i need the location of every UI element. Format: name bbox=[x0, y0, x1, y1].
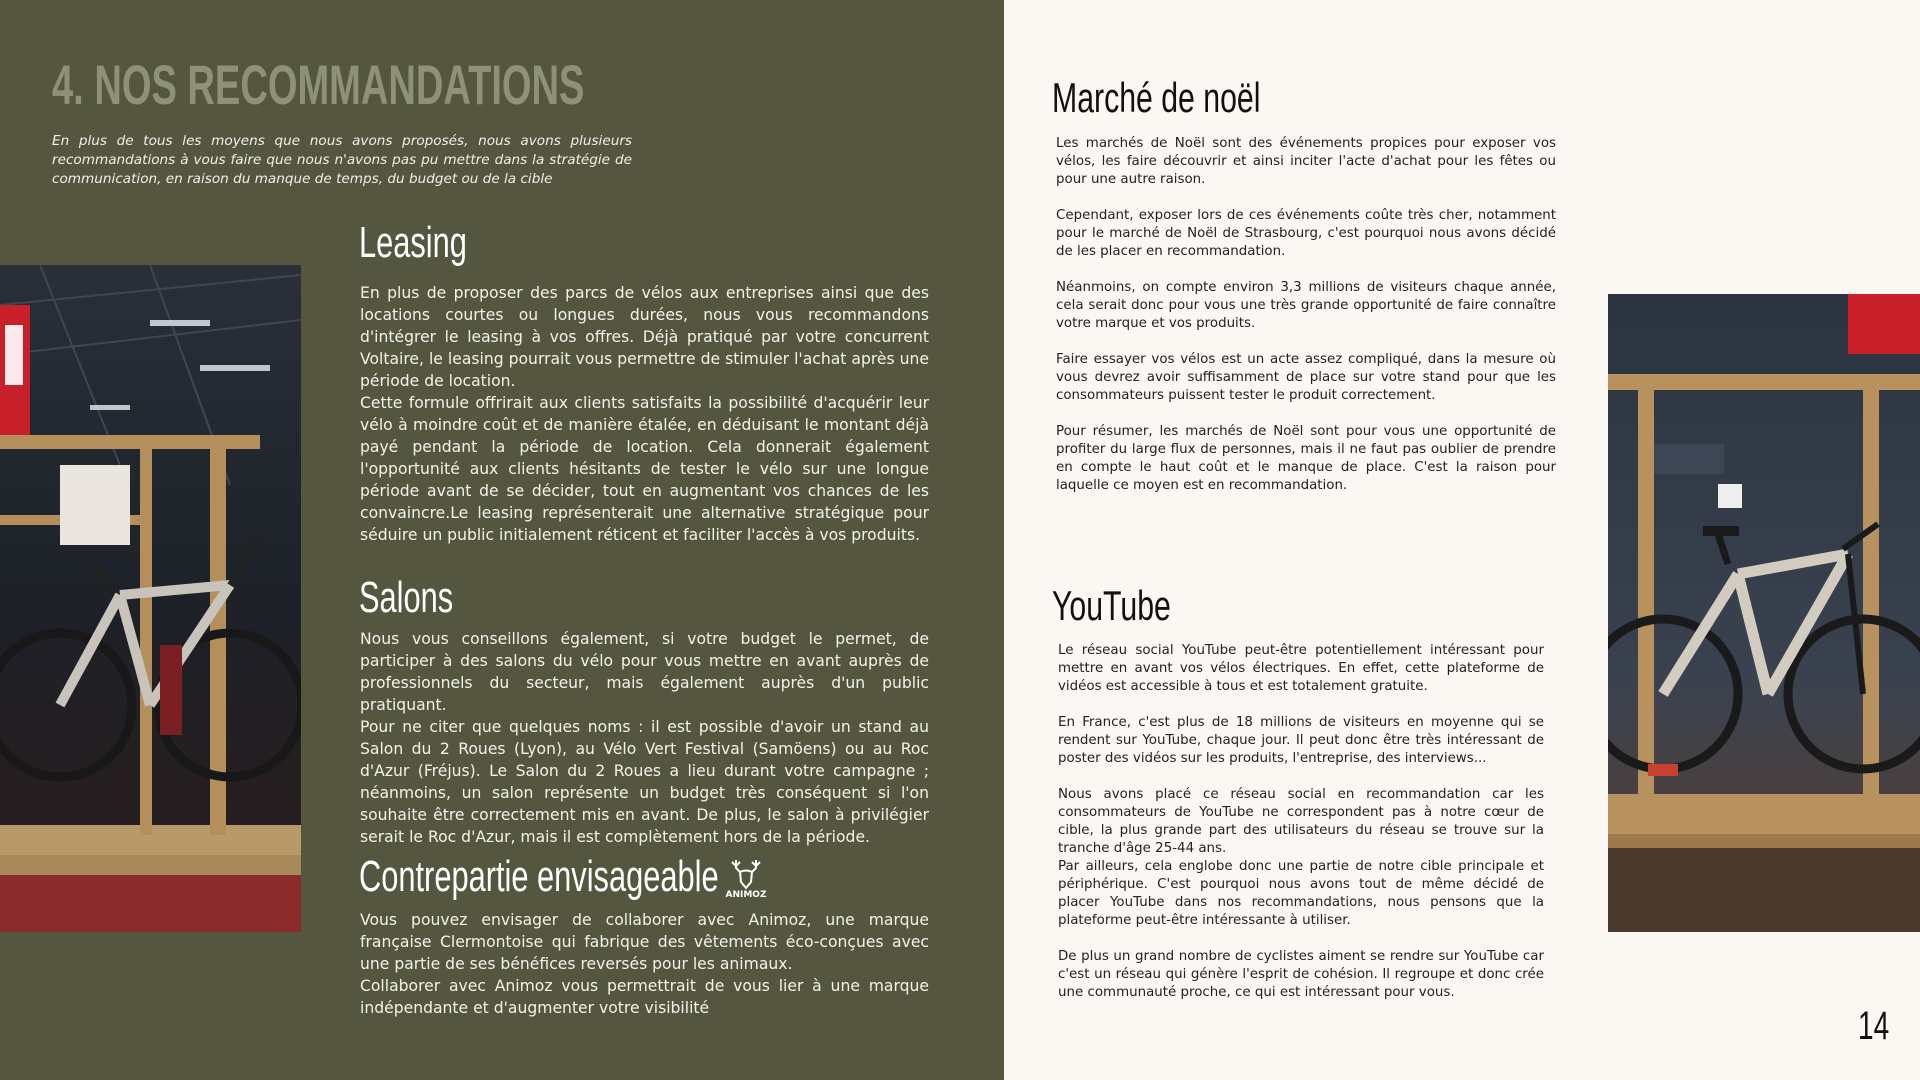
page-number: 14 bbox=[1858, 1004, 1890, 1048]
youtube-text bbox=[1058, 642, 1544, 1020]
salons-text bbox=[360, 628, 929, 848]
youtube-paragraph-1: Le réseau social YouTube peut-être potentiellement intéressant pour mettre en avant vos vélos électriques. En effet, cette plateforme de vidéos est accessible à tous et est totalement gratuite. bbox=[1058, 643, 1544, 694]
intro-text: En plus de tous les moyens que nous avons proposés, nous avons plusieurs recommandations à vous faire que nous n'avons pas pu mettre dans la stratégie de communication, en raison du manque de temps, du budget ou de la cible bbox=[52, 133, 632, 187]
youtube-paragraph-4: Par ailleurs, cela englobe donc une partie de notre cible principale et périphérique. C'est pourquoi nous avons tout de même décidé de placer YouTube dans nos recommandations, nous pensons que la plateforme peut-être intéressante à utiliser. bbox=[1058, 859, 1544, 928]
marche-paragraph-1: Les marchés de Noël sont des événements propices pour exposer vos vélos, les faire découvrir et ainsi inciter l'acte d'achat pour les fêtes ou pour une autre raison. bbox=[1056, 136, 1556, 187]
salons-paragraph-1: Nous vous conseillons également, si votre budget le permet, de participer à des salons du vélo pour vous mettre en avant auprès de professionnels du secteur, mais également auprès d'un public pratiquant. bbox=[360, 630, 929, 714]
marche-paragraph-4: Faire essayer vos vélos est un acte assez compliqué, dans la mesure où vous devrez avoir suffisamment de place sur votre stand pour que les consommateurs puissent tester le produit correctement. bbox=[1056, 352, 1556, 403]
marche-paragraph-2: Cependant, exposer lors de ces événements coûte très cher, notamment pour le marché de Noël de Strasbourg, c'est pourquoi nous avons décidé de les placer en recommandation. bbox=[1056, 208, 1556, 259]
youtube-title: YouTube bbox=[1052, 582, 1171, 629]
contrepartie-paragraph-1: Vous pouvez envisager de collaborer avec Animoz, une marque française Clermontoise qui fabrique des vêtements éco-conçues avec une partie de ses bénéfices reversés pour les animaux. bbox=[360, 911, 929, 973]
contrepartie-paragraph-2: Collaborer avec Animoz vous permettrait de vous lier à une marque indépendante et d'augmenter votre visibilité bbox=[360, 977, 929, 1017]
marche-paragraph-5: Pour résumer, les marchés de Noël sont pour vous une opportunité de profiter du large flux de personnes, mais il ne faut pas oublier de prendre en compte le haut coût et le manque de place. C'est la raison pour laquelle ce moyen est en recommandation. bbox=[1056, 424, 1556, 493]
contrepartie-text bbox=[360, 909, 929, 1019]
marche-title: Marché de noël bbox=[1052, 74, 1261, 121]
leasing-text bbox=[360, 282, 929, 546]
youtube-paragraph-5: De plus un grand nombre de cyclistes aiment se rendre sur YouTube car c'est un réseau qui génère l'esprit de cohésion. Il regroupe et donc crée une communauté proche, ce qui est intéressant pour vous. bbox=[1058, 949, 1544, 1000]
bike-stand-photo-left bbox=[0, 265, 301, 932]
salons-paragraph-2: Pour ne citer que quelques noms : il est possible d'avoir un stand au Salon du 2 Roues (Lyon), au Vélo Vert Festival (Samöens) ou au Roc d'Azur (Fréjus). Le Salon du 2 Roues a lieu durant votre campagne ; néanmoins, un salon représente un budget très conséquent si l'on souhaite être correctement mis en avant. De plus, le salon à privilégier serait le Roc d'Azur, mais il est complètement hors de la période. bbox=[360, 718, 929, 846]
youtube-paragraph-2: En France, c'est plus de 18 millions de visiteurs en moyenne qui se rendent sur YouTube, chaque jour. Il peut donc être très intéressant de poster des vidéos sur les produits, l'entreprise, des interviews... bbox=[1058, 715, 1544, 766]
marche-paragraph-3: Néanmoins, on compte environ 3,3 millions de visiteurs chaque année, cela serait donc pour vous une très grande opportunité de faire connaître votre marque et vos produits. bbox=[1056, 280, 1556, 331]
leasing-title: Leasing bbox=[359, 218, 467, 267]
page-title: 4. NOS RECOMMANDATIONS bbox=[52, 53, 585, 116]
animoz-logo-text: ANIMOZ bbox=[725, 890, 767, 900]
bike-stand-photo-right bbox=[1608, 294, 1920, 932]
marche-text bbox=[1056, 135, 1556, 513]
leasing-paragraph-2: Cette formule offrirait aux clients satisfaits la possibilité d'acquérir leur vélo à moindre coût et de manière étalée, en déduisant le montant déjà payé pendant la période de location. Cela donnerait également l'opportunité aux clients hésitants de tester le vélo sur une longue période avant de se décider, tout en augmentant vos chances de les convaincre.Le leasing représenterait une alternative stratégique pour séduire un public initialement réticent et faciliter l'accès à vos produits. bbox=[360, 394, 929, 544]
leasing-paragraph-1: En plus de proposer des parcs de vélos aux entreprises ainsi que des locations courtes ou longues durées, nous vous recommandons d'intégrer le leasing à vos offres. Déjà pratiqué par votre concurrent Voltaire, le leasing pourrait vous permettre de stimuler l'achat après une période de location. bbox=[360, 284, 929, 390]
salons-title: Salons bbox=[359, 573, 454, 622]
contrepartie-title: Contrepartie envisageable bbox=[359, 852, 719, 901]
youtube-paragraph-3: Nous avons placé ce réseau social en recommandation car les consommateurs de YouTube ne correspondent pas à notre cœur de cible, la plus grande part des utilisateurs du réseau se trouve sur la tranche d'âge 25-44 ans. bbox=[1058, 787, 1544, 856]
